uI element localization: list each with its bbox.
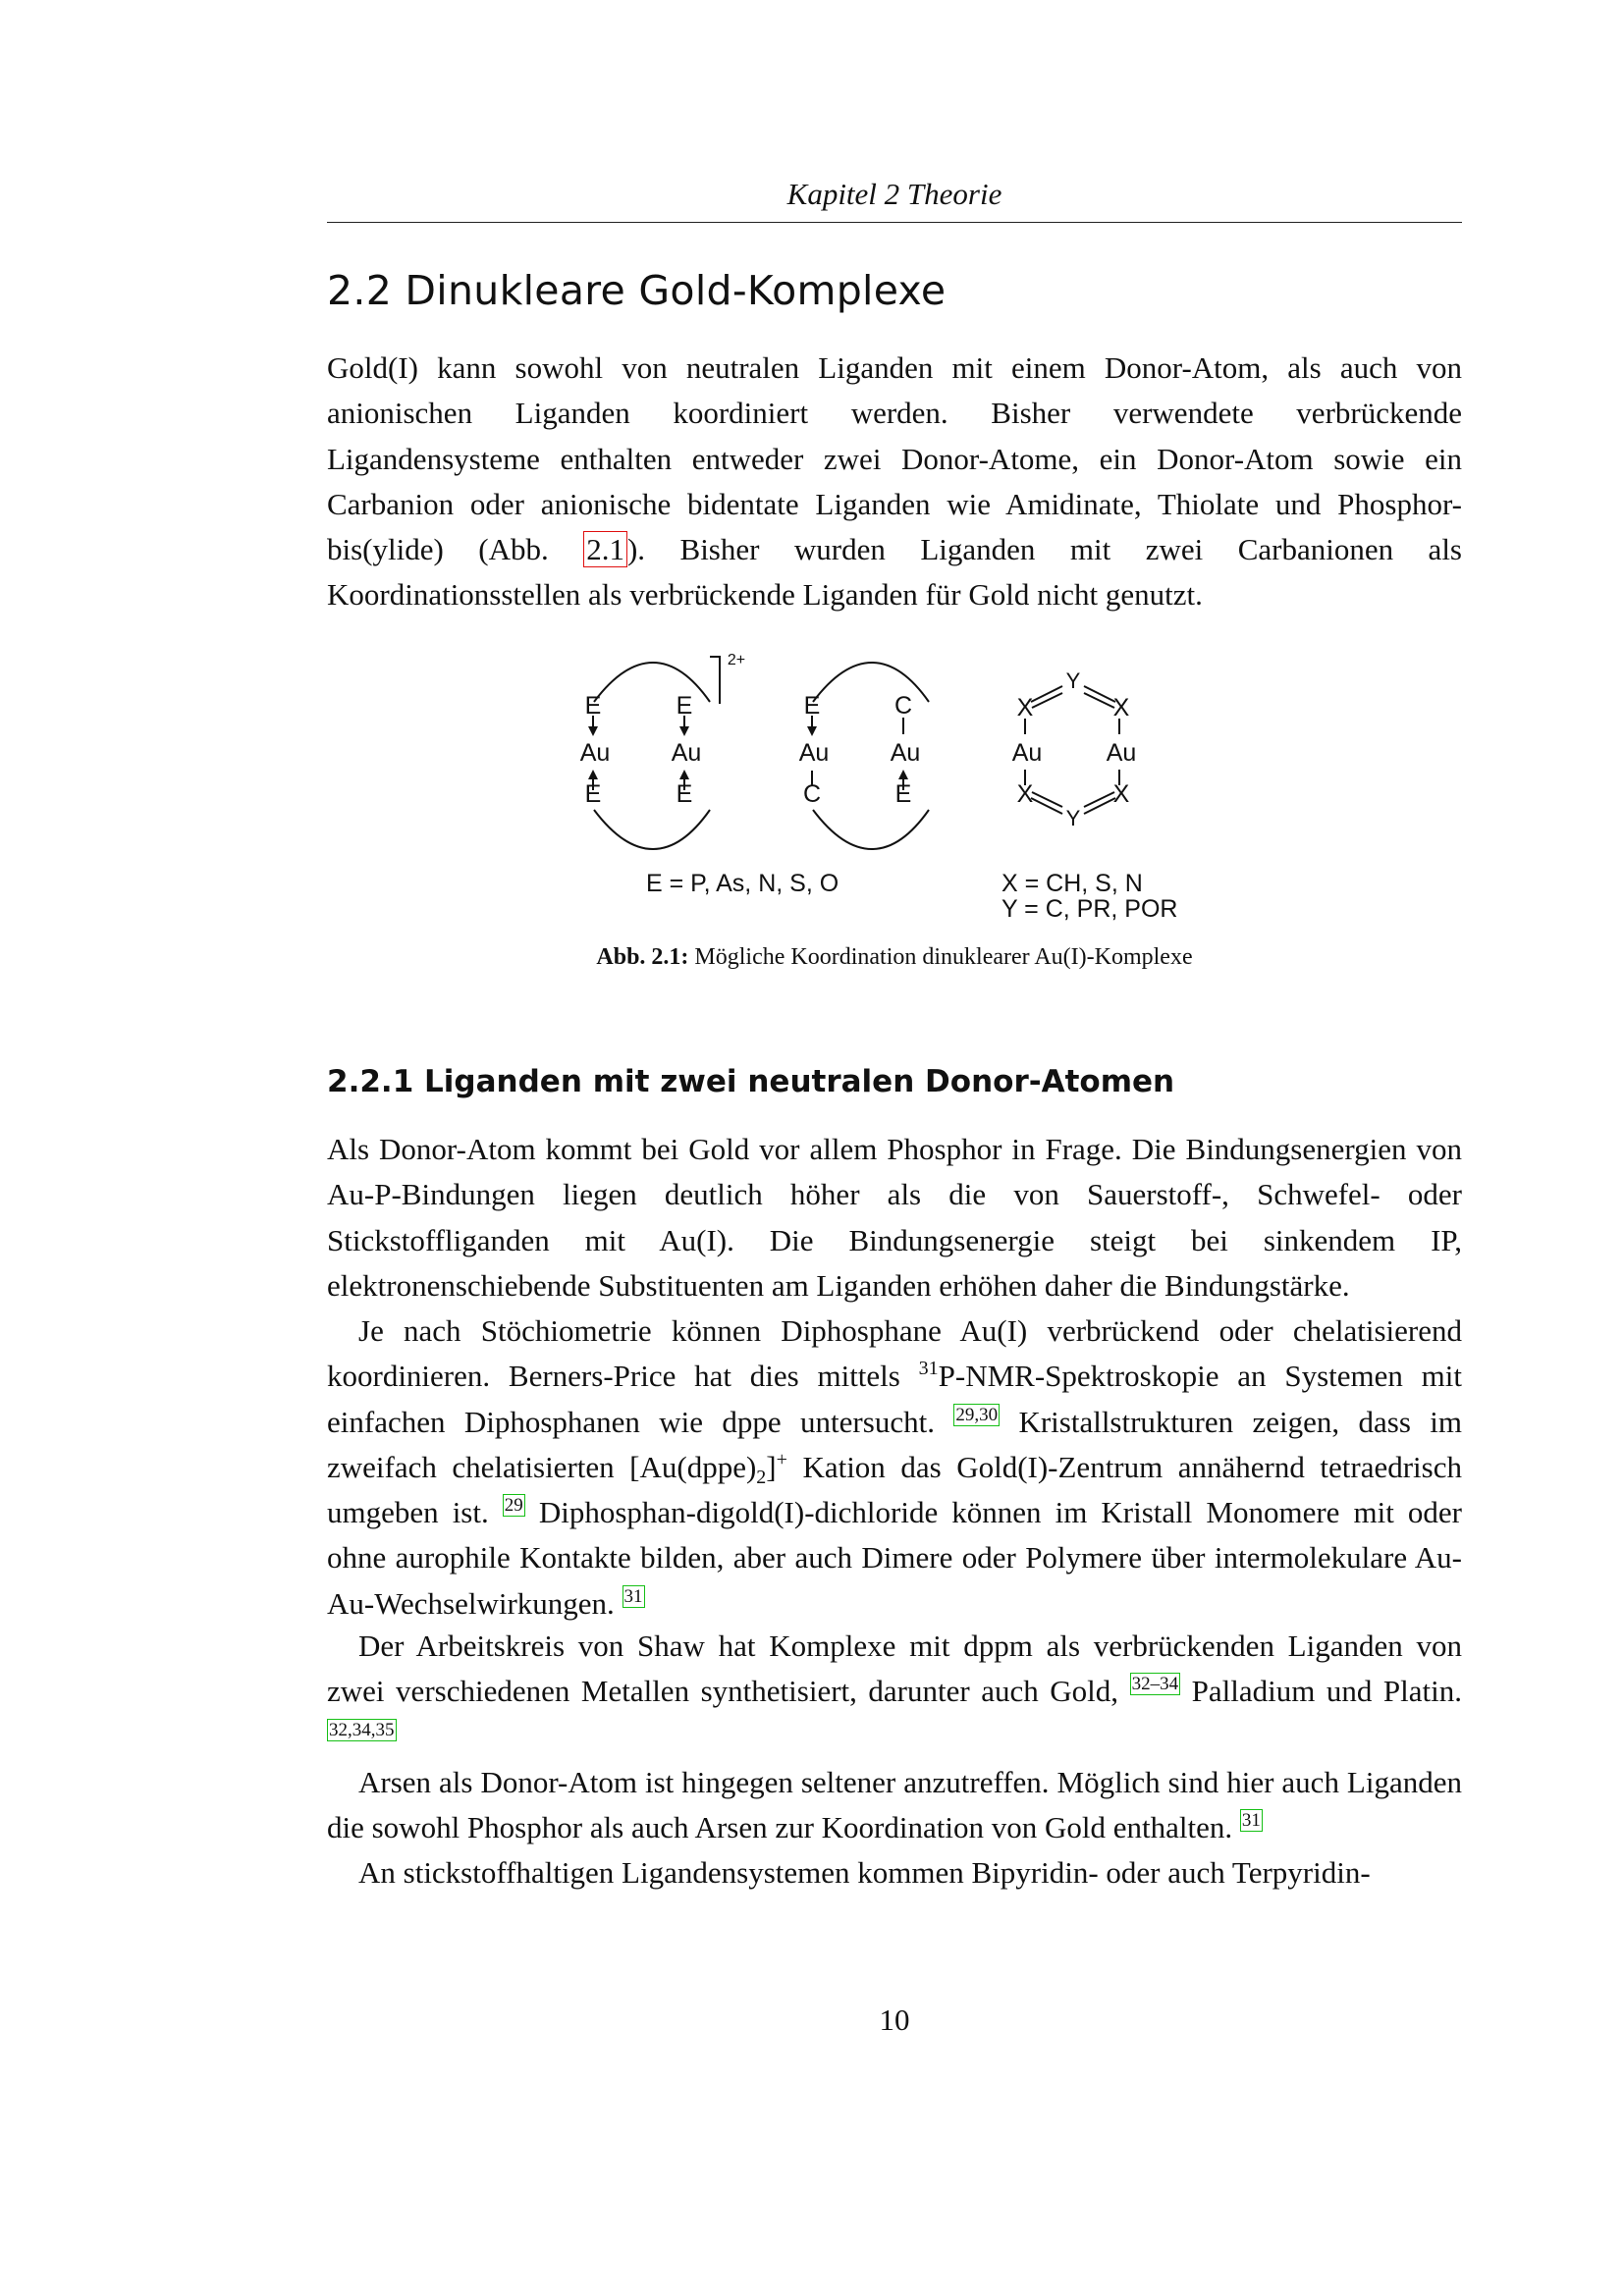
section-title: 2.2 Dinukleare Gold-Komplexe — [327, 267, 947, 314]
subsection-title: 2.2.1 Liganden mit zwei neutralen Donor-Atomen — [327, 1064, 1175, 1099]
coordination-diagram — [550, 643, 1237, 937]
atom-label-x: X — [1112, 694, 1130, 721]
citation-link[interactable]: 31 — [623, 1585, 643, 1607]
bond-line — [1031, 686, 1062, 702]
intro-text-2: ). Bisher wurden Liganden mit zwei Carbanionen als Koordinationsstellen als verbrückende Liganden für Gold nicht genutzt. — [327, 532, 1462, 613]
charge-bracket — [710, 657, 720, 704]
atom-label-au: Au — [890, 739, 921, 767]
atom-label-c: C — [802, 780, 822, 808]
bridge-arc-bottom-1 — [594, 810, 710, 849]
atom-label-x: X — [1112, 780, 1130, 808]
intro-paragraph — [327, 346, 1462, 618]
legend-x: X = CH, S, N — [1001, 870, 1143, 897]
atom-label-e: E — [584, 780, 602, 808]
atom-label-c: C — [893, 692, 913, 720]
citation-link[interactable]: 29,30 — [955, 1404, 999, 1425]
figure-caption — [327, 944, 1462, 971]
citation-link[interactable]: 32,34,35 — [329, 1719, 395, 1740]
charge-label: 2+ — [727, 652, 746, 668]
paragraph-5: An stickstoffhaltigen Ligandensystemen kommen Bipyridin- oder auch Terpyridin- — [358, 1855, 1371, 1890]
p2-text-c: Kristallstrukturen zeigen, dass im zweifach chelatisierten [Au(dppe) — [327, 1404, 1462, 1484]
atom-label-x: X — [1016, 694, 1034, 721]
bond-line — [1032, 693, 1062, 708]
p2-text-f: Diphosphan-digold(I)-dichloride können im Kristall Monomere mit oder ohne aurophile Kontakte bilden, aber auch Dimere oder Polymere über intermolekulare Au-Au-Wechselwirkungen. — [327, 1495, 1462, 1621]
atom-label-e: E — [676, 692, 693, 720]
caption-text: Mögliche Koordination dinuklearer Au(I)-Komplexe — [688, 944, 1193, 970]
caption-label: Abb. 2.1: — [596, 944, 689, 970]
atom-label-au: Au — [579, 739, 611, 767]
running-header — [327, 175, 1462, 223]
isotope-superscript: 31 — [918, 1358, 939, 1380]
bridge-arc-bottom-2 — [813, 810, 929, 849]
p3-text-b: Palladium und Platin. — [1180, 1674, 1463, 1709]
bond-line — [1084, 798, 1115, 814]
atom-label-au: Au — [798, 739, 830, 767]
coordination-figure — [550, 643, 1237, 937]
figure-reference-link[interactable]: 2.1 — [583, 531, 627, 567]
atom-label-au: Au — [1011, 739, 1043, 767]
atom-label-y: Y — [1065, 668, 1081, 693]
p4-text-a: Arsen als Donor-Atom ist hingegen seltener anzutreffen. Möglich sind hier auch Liganden die sowohl Phosphor als auch Arsen zur Koordination von Gold enthalten. — [327, 1765, 1462, 1845]
atom-label-au: Au — [671, 739, 702, 767]
atom-label-x: X — [1016, 780, 1034, 808]
paragraph-2 — [327, 1308, 1462, 1627]
bond-line — [1084, 686, 1115, 702]
charge-superscript: + — [776, 1448, 787, 1470]
atom-label-e: E — [803, 692, 821, 720]
atom-label-au: Au — [1106, 739, 1137, 767]
paragraph-1: Als Donor-Atom kommt bei Gold vor allem Phosphor in Frage. Die Bindungsenergien von Au-P-Bindungen liegen deutlich höher als die von Sauerstoff-, Schwefel- oder Stickstoffliganden mit Au(I). Die Bindungsenergie steigt bei sinkendem IP, elektronenschiebende Substituenten am Liganden erhöhen daher die Bindungstärke. — [327, 1132, 1462, 1303]
subscript-2: 2 — [756, 1466, 767, 1488]
bond-line — [1032, 792, 1062, 807]
paragraph-4 — [327, 1760, 1462, 1851]
citation-link[interactable]: 31 — [1241, 1810, 1261, 1832]
p2-text-a: Je nach Stöchiometrie können Diphosphane Au(I) verbrückend oder chelatisierend koordinieren. Berners-Price hat dies mittels — [327, 1313, 1462, 1394]
paragraph-3 — [327, 1624, 1462, 1760]
citation-link[interactable]: 32–34 — [1131, 1674, 1179, 1695]
p2-text-d: ] — [766, 1449, 777, 1484]
bond-line — [1084, 693, 1114, 708]
atom-label-e: E — [584, 692, 602, 720]
p2-text-b: P-NMR-Spektroskopie an Systemen mit einfachen Diphosphanen wie dppe untersucht. — [327, 1359, 1462, 1439]
running-title: Kapitel 2 Theorie — [786, 177, 1002, 211]
bond-line — [1084, 792, 1114, 807]
legend-e: E = P, As, N, S, O — [646, 870, 839, 897]
atom-label-e: E — [676, 780, 693, 808]
p3-text-a: Der Arbeitskreis von Shaw hat Komplexe mit dppm als verbrückenden Liganden von zwei verschiedenen Metallen synthetisiert, darunter auch Gold, — [327, 1629, 1462, 1709]
intro-text-1: Gold(I) kann sowohl von neutralen Liganden mit einem Donor-Atom, als auch von anionischen Liganden koordiniert werden. Bisher verwendete verbrückende Ligandensysteme enthalten entweder zwei Donor-Atome, ein Donor-Atom sowie ein Carbanion oder anionische bidentate Liganden wie Amidinate, Thiolate und Phosphor-bis(ylide) (Abb. — [327, 350, 1462, 567]
legend-y: Y = C, PR, POR — [1001, 895, 1178, 923]
bond-line — [1031, 798, 1062, 814]
page-number: 10 — [879, 2002, 910, 2037]
p2-text-e: Kation das Gold(I)-Zentrum annähernd tetraedrisch umgeben ist. — [327, 1449, 1462, 1530]
atom-label-e: E — [894, 780, 912, 808]
atom-label-y: Y — [1065, 806, 1081, 830]
citation-link[interactable]: 29 — [504, 1495, 523, 1517]
